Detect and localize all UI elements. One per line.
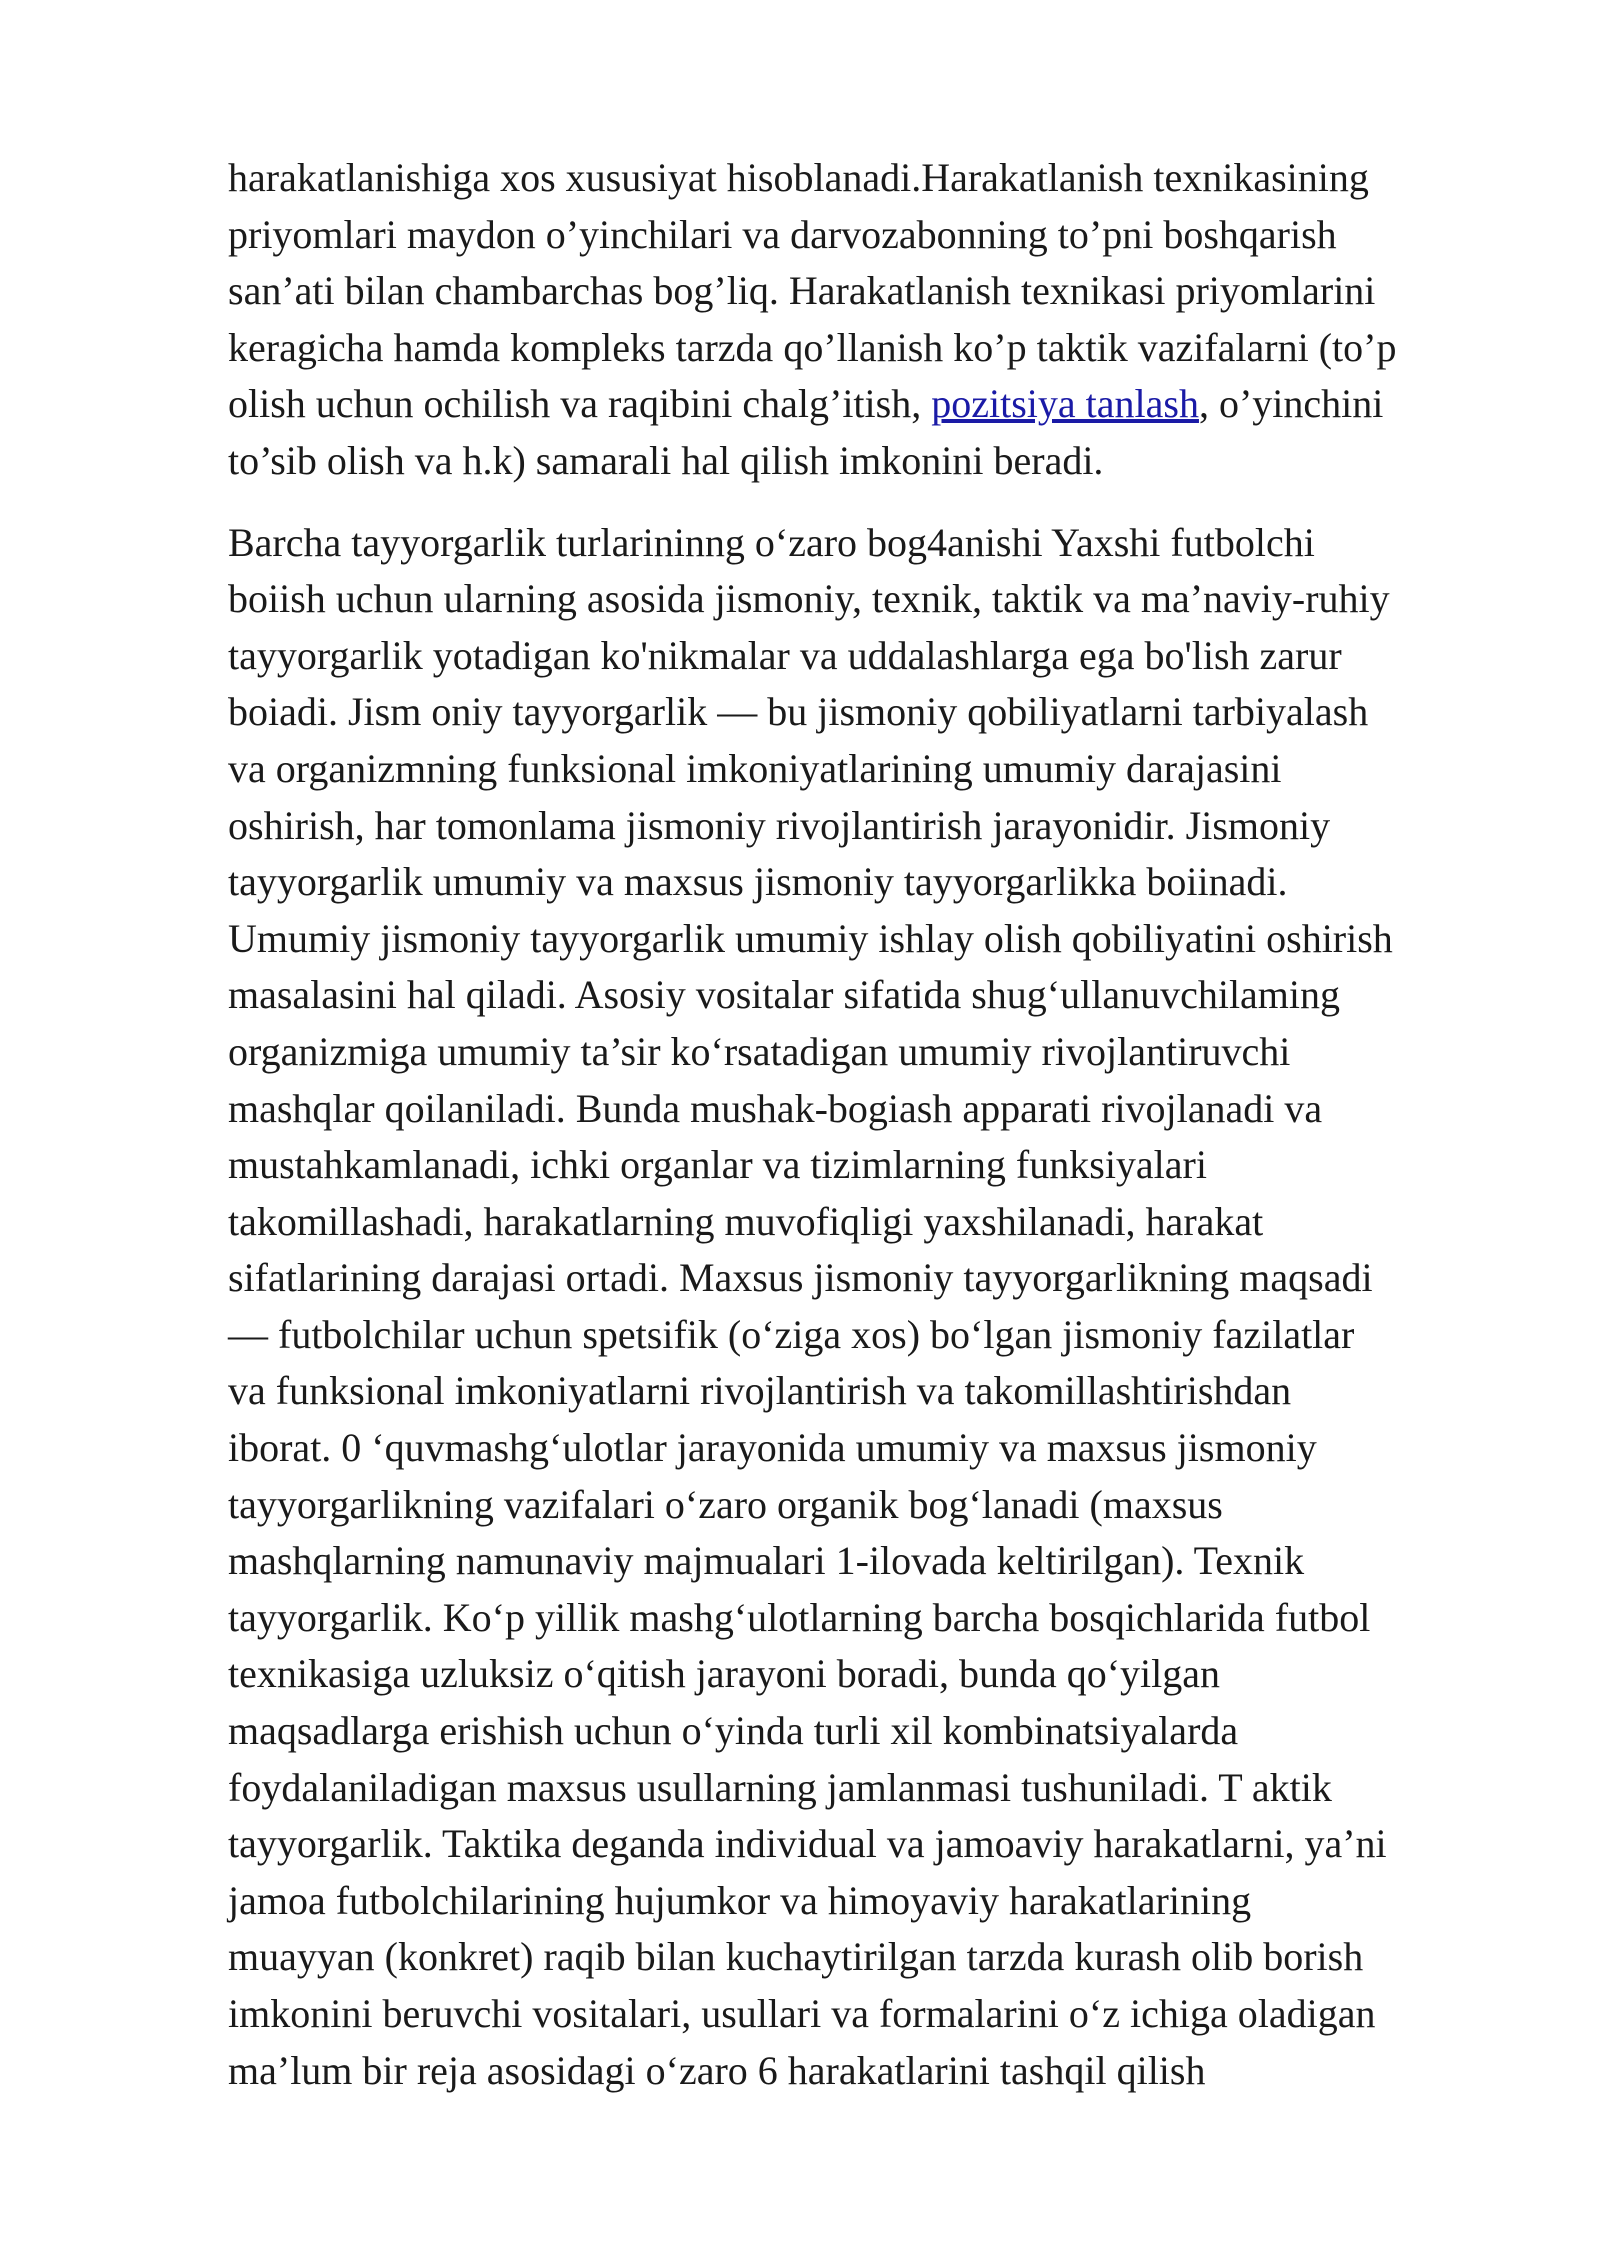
text-line: boiadi. Jism oniy tayyorgarlik — bu jismoniy qobiliyatlarni tarbiyalash <box>228 689 1369 735</box>
text-line: ma’lum bir reja asosidagi o‘zaro 6 harakatlarini tashqil qilish <box>228 2047 1206 2093</box>
text-line: maqsadlarga erishish uchun o‘yinda turli xil kombinatsiyalarda <box>228 1708 1239 1754</box>
text-line: organizmiga umumiy ta’sir ko‘rsatadigan umumiy rivojlantiruvchi <box>228 1028 1291 1074</box>
text-segment: olish uchun ochilish va raqibini chalg’itish, <box>228 381 932 427</box>
text-line: jamoa futbolchilarining hujumkor va himoyaviy harakatlarining <box>228 1877 1252 1923</box>
text-line: mashqlar qoilaniladi. Bunda mushak-bogiash apparati rivojlanadi va <box>228 1085 1323 1131</box>
text-line: harakatlanishiga xos xususiyat hisoblanadi.Harakatlanish texnikasining <box>228 155 1369 200</box>
paragraph-1 <box>228 150 1490 490</box>
text-segment: , o’yinchini <box>1198 381 1384 427</box>
text-line: boiish uchun ularning asosida jismoniy, texnik, taktik va ma’naviy-ruhiy <box>228 576 1390 622</box>
text-line: va organizmning funksional imkoniyatlarining umumiy darajasini <box>228 745 1282 791</box>
text-line: to’sib olish va h.k) samarali hal qilish imkonini beradi. <box>228 437 1104 483</box>
text-line: mustahkamlanadi, ichki organlar va tizimlarning funksiyalari <box>228 1142 1207 1188</box>
text-line: texnikasiga uzluksiz o‘qitish jarayoni boradi, bunda qo‘yilgan <box>228 1651 1220 1697</box>
text-line: takomillashadi, harakatlarning muvofiqligi yaxshilanadi, harakat <box>228 1198 1264 1244</box>
text-line-with-link <box>228 376 1490 433</box>
text-line: iborat. 0 ‘quvmashg‘ulotlar jarayonida umumiy va maxsus jismoniy <box>228 1425 1317 1471</box>
text-line: sifatlarining darajasi ortadi. Maxsus jismoniy tayyorgarlikning maqsadi <box>228 1255 1373 1301</box>
text-line: priyomlari maydon o’yinchilari va darvozabonning to’pni boshqarish <box>228 211 1337 257</box>
text-line: Barcha tayyorgarlik turlarininng o‘zaro bog4anishi Yaxshi futbolchi <box>228 519 1315 565</box>
text-line: tayyorgarlik. Ko‘p yillik mashg‘ulotlarning barcha bosqichlarida futbol <box>228 1594 1371 1640</box>
text-line: imkonini beruvchi vositalari, usullari va formalarini o‘z ichiga oladigan <box>228 1991 1376 2036</box>
paragraph-2 <box>228 515 1490 2100</box>
text-line: tayyorgarlik umumiy va maxsus jismoniy tayyorgarlikka boiinadi. <box>228 859 1288 905</box>
text-line: keragicha hamda kompleks tarzda qo’llanish ko’p taktik vazifalarni (to’p <box>228 324 1397 370</box>
text-line: foydalaniladigan maxsus usullarning jamlanmasi tushuniladi. T aktik <box>228 1764 1332 1810</box>
text-line: oshirish, har tomonlama jismoniy rivojlantirish jarayonidir. Jismoniy <box>228 802 1331 848</box>
text-line: mashqlarning namunaviy majmualari 1-ilovada keltirilgan). Texnik <box>228 1538 1305 1584</box>
text-line: tayyorgarlik. Taktika deganda individual va jamoaviy harakatlarni, ya’ni <box>228 1821 1387 1867</box>
text-line: tayyorgarlikning vazifalari o‘zaro organik bog‘lanadi (maxsus <box>228 1481 1223 1527</box>
text-line: masalasini hal qiladi. Asosiy vositalar sifatida shug‘ullanuvchilaming <box>228 972 1341 1018</box>
document-body <box>228 150 1490 2099</box>
paragraph-spacer <box>228 490 1490 515</box>
text-line: — futbolchilar uchun spetsifik (o‘ziga xos) bo‘lgan jismoniy fazilatlar <box>228 1311 1355 1357</box>
pozitsiya-tanlash-link[interactable]: pozitsiya tanlash <box>931 381 1199 427</box>
text-line: san’ati bilan chambarchas bog’liq. Harakatlanish texnikasi priyomlarini <box>228 268 1376 314</box>
text-line: va funksional imkoniyatlarni rivojlantirish va takomillashtirishdan <box>228 1368 1292 1414</box>
text-line: muayyan (konkret) raqib bilan kuchaytirilgan tarzda kurash olib borish <box>228 1934 1364 1980</box>
text-line: Umumiy jismoniy tayyorgarlik umumiy ishlay olish qobiliyatini oshirish <box>228 915 1393 961</box>
text-line: tayyorgarlik yotadigan ko'nikmalar va uddalashlarga ega bo'lish zarur <box>228 632 1342 678</box>
